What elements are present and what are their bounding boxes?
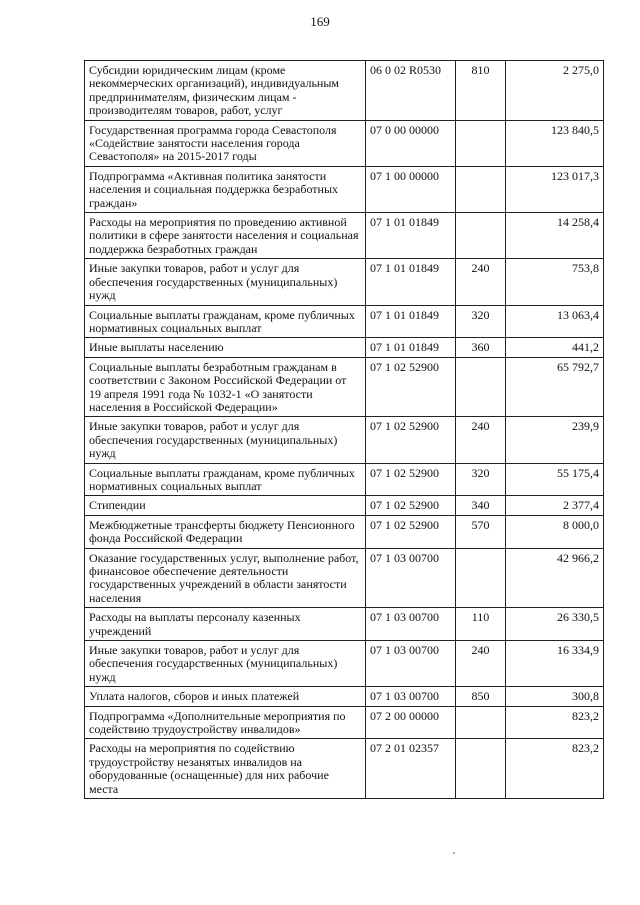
row-code: 07 1 02 52900 <box>366 357 456 417</box>
row-code: 07 0 00 00000 <box>366 120 456 166</box>
row-sum: 823,2 <box>506 739 604 799</box>
row-type <box>456 120 506 166</box>
row-code: 07 2 01 02357 <box>366 739 456 799</box>
row-type <box>456 166 506 212</box>
row-code: 06 0 02 R0530 <box>366 61 456 121</box>
row-type: 850 <box>456 687 506 706</box>
row-name: Иные закупки товаров, работ и услуг для обеспечения государственных (муниципальных) нужд <box>85 641 366 687</box>
table-row <box>85 213 604 259</box>
table-row <box>85 61 604 121</box>
row-sum: 65 792,7 <box>506 357 604 417</box>
row-type <box>456 739 506 799</box>
row-name: Межбюджетные трансферты бюджету Пенсионного фонда Российской Федерации <box>85 515 366 548</box>
table-row <box>85 548 604 608</box>
row-code: 07 1 01 01849 <box>366 213 456 259</box>
row-code: 07 1 02 52900 <box>366 496 456 515</box>
table-row <box>85 496 604 515</box>
row-type: 340 <box>456 496 506 515</box>
page-number: 169 <box>310 14 330 29</box>
row-sum: 8 000,0 <box>506 515 604 548</box>
row-sum: 239,9 <box>506 417 604 463</box>
table-row <box>85 739 604 799</box>
row-sum: 2 377,4 <box>506 496 604 515</box>
row-code: 07 1 03 00700 <box>366 548 456 608</box>
row-type: 240 <box>456 417 506 463</box>
row-code: 07 1 02 52900 <box>366 463 456 496</box>
row-sum: 14 258,4 <box>506 213 604 259</box>
table-row <box>85 608 604 641</box>
row-sum: 123 017,3 <box>506 166 604 212</box>
table-row <box>85 515 604 548</box>
row-code: 07 1 01 01849 <box>366 338 456 357</box>
row-type <box>456 213 506 259</box>
row-sum: 823,2 <box>506 706 604 739</box>
table-row <box>85 305 604 338</box>
table-row <box>85 687 604 706</box>
table-row <box>85 338 604 357</box>
table-row <box>85 259 604 305</box>
row-code: 07 1 01 01849 <box>366 305 456 338</box>
row-sum: 300,8 <box>506 687 604 706</box>
row-code: 07 1 03 00700 <box>366 608 456 641</box>
row-type: 320 <box>456 463 506 496</box>
row-sum: 16 334,9 <box>506 641 604 687</box>
row-type: 240 <box>456 641 506 687</box>
row-code: 07 1 01 01849 <box>366 259 456 305</box>
row-sum: 441,2 <box>506 338 604 357</box>
row-code: 07 1 02 52900 <box>366 515 456 548</box>
row-sum: 123 840,5 <box>506 120 604 166</box>
table-row <box>85 417 604 463</box>
row-name: Оказание государственных услуг, выполнение работ, финансовое обеспечение деятельности государственных учреждений в области занятости населения <box>85 548 366 608</box>
row-sum: 42 966,2 <box>506 548 604 608</box>
row-type: 810 <box>456 61 506 121</box>
row-type <box>456 357 506 417</box>
row-sum: 55 175,4 <box>506 463 604 496</box>
table-row <box>85 166 604 212</box>
row-name: Подпрограмма «Активная политика занятости населения и социальная поддержка безработных граждан» <box>85 166 366 212</box>
row-name: Государственная программа города Севастополя «Содействие занятости населения города Севастополя» на 2015-2017 годы <box>85 120 366 166</box>
budget-table <box>84 60 604 799</box>
row-code: 07 2 00 00000 <box>366 706 456 739</box>
table-row <box>85 120 604 166</box>
row-name: Иные закупки товаров, работ и услуг для обеспечения государственных (муниципальных) нужд <box>85 259 366 305</box>
row-name: Стипендии <box>85 496 366 515</box>
row-type: 240 <box>456 259 506 305</box>
table-row <box>85 357 604 417</box>
row-name: Расходы на мероприятия по содействию трудоустройству незанятых инвалидов на оборудованные (оснащенные) для них рабочие места <box>85 739 366 799</box>
row-code: 07 1 03 00700 <box>366 641 456 687</box>
row-type: 570 <box>456 515 506 548</box>
row-type: 110 <box>456 608 506 641</box>
table-row <box>85 706 604 739</box>
scan-speck <box>453 852 455 854</box>
row-name: Социальные выплаты гражданам, кроме публичных нормативных социальных выплат <box>85 463 366 496</box>
row-name: Иные закупки товаров, работ и услуг для обеспечения государственных (муниципальных) нужд <box>85 417 366 463</box>
row-name: Расходы на выплаты персоналу казенных учреждений <box>85 608 366 641</box>
row-name: Иные выплаты населению <box>85 338 366 357</box>
row-type <box>456 706 506 739</box>
row-type: 360 <box>456 338 506 357</box>
row-name: Социальные выплаты безработным гражданам в соответствии с Законом Российской Федерации от 19 апреля 1991 года № 1032-1 «О занятости населения в Российской Федерации» <box>85 357 366 417</box>
row-sum: 13 063,4 <box>506 305 604 338</box>
row-type <box>456 548 506 608</box>
row-name: Подпрограмма «Дополнительные мероприятия по содействию трудоустройству инвалидов» <box>85 706 366 739</box>
row-name: Субсидии юридическим лицам (кроме некоммерческих организаций), индивидуальным предпринимателям, физическим лицам - производителям товаров, работ, услуг <box>85 61 366 121</box>
table-row <box>85 463 604 496</box>
row-name: Расходы на мероприятия по проведению активной политики в сфере занятости населения и социальная поддержка безработных граждан <box>85 213 366 259</box>
row-name: Социальные выплаты гражданам, кроме публичных нормативных социальных выплат <box>85 305 366 338</box>
row-sum: 753,8 <box>506 259 604 305</box>
row-code: 07 1 03 00700 <box>366 687 456 706</box>
row-sum: 2 275,0 <box>506 61 604 121</box>
table-row <box>85 641 604 687</box>
row-code: 07 1 00 00000 <box>366 166 456 212</box>
row-type: 320 <box>456 305 506 338</box>
row-sum: 26 330,5 <box>506 608 604 641</box>
row-code: 07 1 02 52900 <box>366 417 456 463</box>
row-name: Уплата налогов, сборов и иных платежей <box>85 687 366 706</box>
